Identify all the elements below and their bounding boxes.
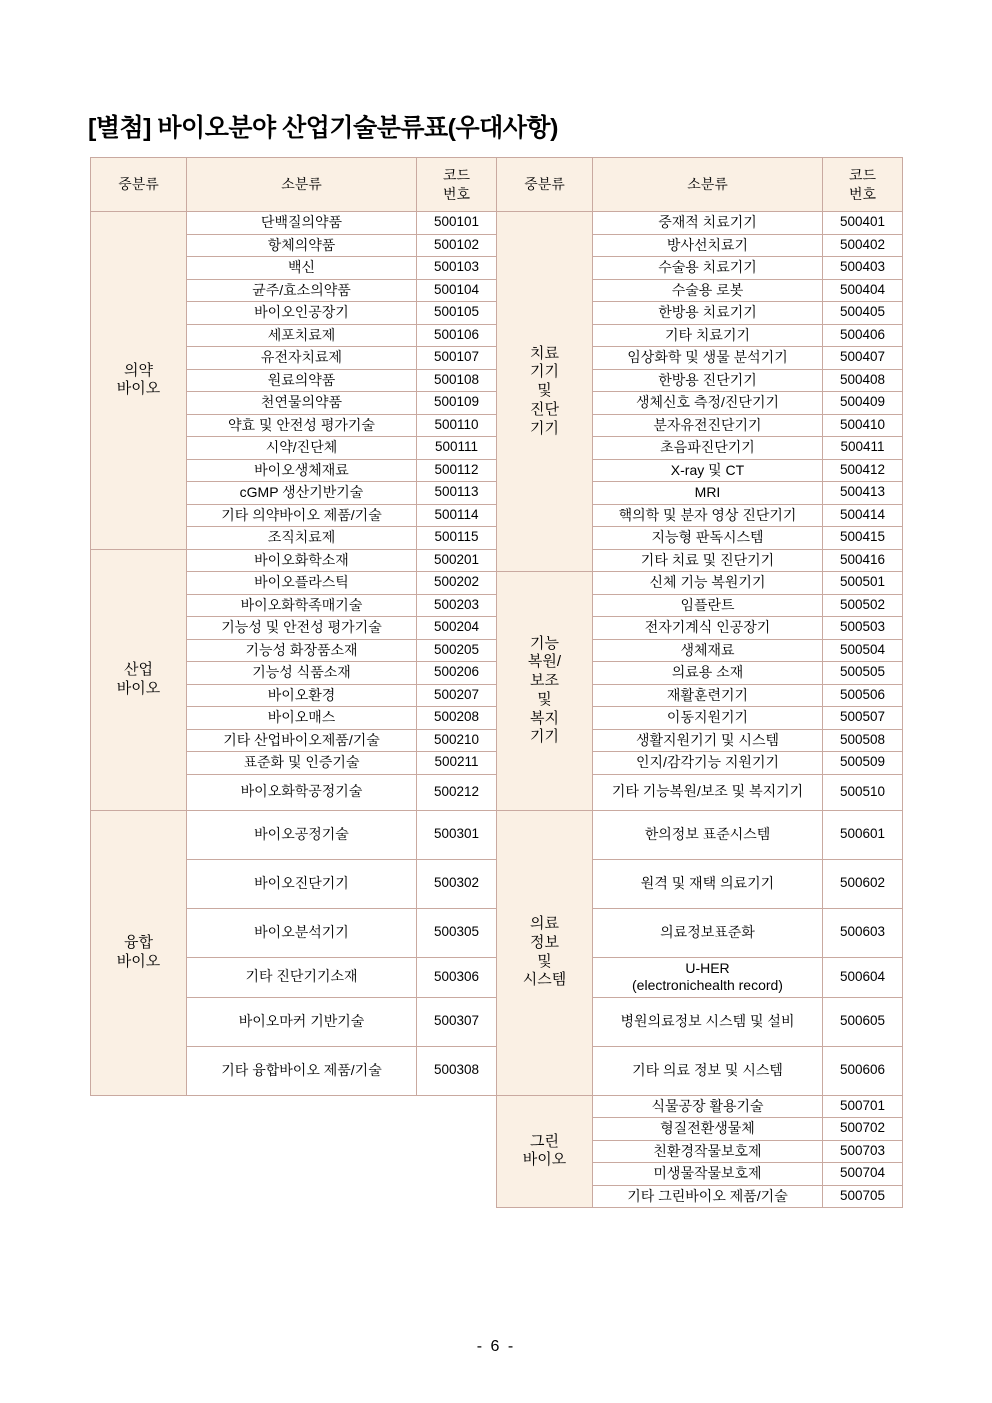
code-cell-left: 500103 [417, 257, 497, 280]
sub-category-cell-right: 형질전환생물체 [593, 1118, 823, 1141]
code-cell-left: 500308 [417, 1046, 497, 1095]
sub-category-cell-right: 핵의학 및 분자 영상 진단기기 [593, 504, 823, 527]
sub-category-cell-left: 천연물의약품 [187, 392, 417, 415]
code-cell-right: 500412 [823, 459, 903, 482]
sub-category-cell-left: 원료의약품 [187, 369, 417, 392]
bio-technology-classification-table [90, 157, 903, 1208]
header-code-left [417, 158, 497, 212]
code-cell-right: 500606 [823, 1046, 903, 1095]
code-cell-right: 500403 [823, 257, 903, 280]
table-row [91, 810, 903, 859]
table-header-row [91, 158, 903, 212]
sub-category-cell-right: 생활지원기기 및 시스템 [593, 729, 823, 752]
sub-category-cell-left: 바이오진단기기 [187, 859, 417, 908]
code-cell-right: 500508 [823, 729, 903, 752]
code-cell-right: 500402 [823, 234, 903, 257]
empty-cell [91, 1095, 497, 1118]
code-cell-left: 500301 [417, 810, 497, 859]
sub-category-cell-right: 임상화학 및 생물 분석기기 [593, 347, 823, 370]
header-code-line2: 번호 [442, 185, 471, 202]
sub-category-cell-right: 의료용 소재 [593, 662, 823, 685]
mid-category-cell-right: 기능 복원/ 보조 및 복지 기기 [497, 572, 593, 811]
sub-category-cell-left: 기타 의약바이오 제품/기술 [187, 504, 417, 527]
code-cell-right: 500416 [823, 549, 903, 572]
empty-cell [91, 1185, 497, 1208]
sub-category-cell-right: 생체재료 [593, 639, 823, 662]
sub-category-cell-left: 기능성 식품소재 [187, 662, 417, 685]
sub-category-cell-left: 백신 [187, 257, 417, 280]
table-body [91, 212, 903, 1208]
code-cell-right: 500601 [823, 810, 903, 859]
code-cell-right: 500602 [823, 859, 903, 908]
code-cell-right: 500505 [823, 662, 903, 685]
sub-category-cell-right: 식물공장 활용기술 [593, 1095, 823, 1118]
code-cell-left: 500204 [417, 617, 497, 640]
code-cell-right: 500506 [823, 684, 903, 707]
code-cell-right: 500405 [823, 302, 903, 325]
code-cell-left: 500105 [417, 302, 497, 325]
sub-category-cell-right: 수술용 치료기기 [593, 257, 823, 280]
code-cell-left: 500107 [417, 347, 497, 370]
code-cell-left: 500208 [417, 707, 497, 730]
code-cell-right: 500704 [823, 1163, 903, 1186]
sub-category-cell-right: 인지/감각기능 지원기기 [593, 752, 823, 775]
code-cell-right: 500408 [823, 369, 903, 392]
code-cell-left: 500211 [417, 752, 497, 775]
code-cell-right: 500401 [823, 212, 903, 235]
header-code-right [823, 158, 903, 212]
code-cell-left: 500110 [417, 414, 497, 437]
code-cell-left: 500306 [417, 957, 497, 997]
sub-category-cell-left: cGMP 생산기반기술 [187, 482, 417, 505]
code-cell-left: 500210 [417, 729, 497, 752]
sub-category-cell-right: 한의정보 표준시스템 [593, 810, 823, 859]
sub-category-cell-left: 바이오플라스틱 [187, 572, 417, 595]
sub-category-cell-left: 항체의약품 [187, 234, 417, 257]
mid-category-cell-right: 의료 정보 및 시스템 [497, 810, 593, 1095]
sub-category-cell-right: 기타 그린바이오 제품/기술 [593, 1185, 823, 1208]
sub-category-cell-right: U-HER (electronichealth record) [593, 957, 823, 997]
sub-category-cell-left: 바이오환경 [187, 684, 417, 707]
header-code-line1: 코드 [442, 166, 471, 183]
code-cell-left: 500307 [417, 997, 497, 1046]
mid-category-cell-left: 산업 바이오 [91, 549, 187, 810]
code-cell-left: 500104 [417, 279, 497, 302]
code-cell-left: 500102 [417, 234, 497, 257]
code-cell-left: 500205 [417, 639, 497, 662]
sub-category-cell-right: 기타 치료기기 [593, 324, 823, 347]
code-cell-right: 500407 [823, 347, 903, 370]
code-cell-right: 500509 [823, 752, 903, 775]
sub-category-cell-left: 바이오분석기기 [187, 908, 417, 957]
sub-category-cell-right: 중재적 치료기기 [593, 212, 823, 235]
sub-category-cell-left: 기타 융합바이오 제품/기술 [187, 1046, 417, 1095]
code-cell-left: 500108 [417, 369, 497, 392]
mid-category-cell-right: 그린 바이오 [497, 1095, 593, 1208]
code-cell-right: 500411 [823, 437, 903, 460]
page-number: - 6 - [476, 1338, 516, 1355]
code-cell-right: 500409 [823, 392, 903, 415]
code-cell-right: 500502 [823, 594, 903, 617]
code-cell-right: 500510 [823, 774, 903, 810]
code-cell-right: 500703 [823, 1140, 903, 1163]
empty-cell [91, 1140, 497, 1163]
header-code-line1: 코드 [848, 166, 877, 183]
code-cell-right: 500702 [823, 1118, 903, 1141]
page-title: [별첨] 바이오분야 산업기술분류표(우대사항) [88, 114, 558, 142]
sub-category-cell-left: 바이오생체재료 [187, 459, 417, 482]
code-cell-right: 500501 [823, 572, 903, 595]
header-mid-category-left: 중분류 [91, 158, 187, 212]
sub-category-cell-right: 기타 기능복원/보조 및 복지기기 [593, 774, 823, 810]
sub-category-cell-left: 바이오공정기술 [187, 810, 417, 859]
sub-category-cell-right: 초음파진단기기 [593, 437, 823, 460]
code-cell-left: 500207 [417, 684, 497, 707]
empty-cell [91, 1118, 497, 1141]
code-cell-left: 500206 [417, 662, 497, 685]
sub-category-cell-right: 친환경작물보호제 [593, 1140, 823, 1163]
code-cell-right: 500414 [823, 504, 903, 527]
sub-category-cell-right: 임플란트 [593, 594, 823, 617]
table-header [91, 158, 903, 212]
code-cell-left: 500202 [417, 572, 497, 595]
sub-category-cell-left: 기능성 및 안전성 평가기술 [187, 617, 417, 640]
table-row [91, 572, 903, 595]
sub-category-cell-left: 약효 및 안전성 평가기술 [187, 414, 417, 437]
sub-category-cell-right: X-ray 및 CT [593, 459, 823, 482]
code-cell-right: 500503 [823, 617, 903, 640]
code-cell-left: 500305 [417, 908, 497, 957]
sub-category-cell-right: MRI [593, 482, 823, 505]
code-cell-right: 500605 [823, 997, 903, 1046]
sub-category-cell-left: 단백질의약품 [187, 212, 417, 235]
code-cell-left: 500112 [417, 459, 497, 482]
code-cell-right: 500603 [823, 908, 903, 957]
code-cell-right: 500410 [823, 414, 903, 437]
sub-category-cell-left: 바이오인공장기 [187, 302, 417, 325]
code-cell-left: 500302 [417, 859, 497, 908]
code-cell-left: 500115 [417, 527, 497, 550]
code-cell-left: 500212 [417, 774, 497, 810]
sub-category-cell-left: 바이오매스 [187, 707, 417, 730]
mid-category-cell-left: 의약 바이오 [91, 212, 187, 550]
code-cell-right: 500413 [823, 482, 903, 505]
sub-category-cell-left: 균주/효소의약품 [187, 279, 417, 302]
sub-category-cell-right: 분자유전진단기기 [593, 414, 823, 437]
table-row [91, 1095, 903, 1118]
sub-category-cell-left: 기타 산업바이오제품/기술 [187, 729, 417, 752]
sub-category-cell-right: 신체 기능 복원기기 [593, 572, 823, 595]
mid-category-cell-right: 치료 기기 및 진단 기기 [497, 212, 593, 572]
code-cell-right: 500504 [823, 639, 903, 662]
sub-category-cell-right: 기타 치료 및 진단기기 [593, 549, 823, 572]
sub-category-cell-right: 기타 의료 정보 및 시스템 [593, 1046, 823, 1095]
sub-category-cell-left: 유전자치료제 [187, 347, 417, 370]
sub-category-cell-left: 기능성 화장품소재 [187, 639, 417, 662]
code-cell-left: 500109 [417, 392, 497, 415]
sub-category-cell-right: 전자기계식 인공장기 [593, 617, 823, 640]
code-cell-left: 500201 [417, 549, 497, 572]
sub-category-cell-left: 바이오화학소재 [187, 549, 417, 572]
code-cell-right: 500406 [823, 324, 903, 347]
sub-category-cell-left: 바이오화학족매기술 [187, 594, 417, 617]
mid-category-cell-left: 융합 바이오 [91, 810, 187, 1095]
code-cell-left: 500101 [417, 212, 497, 235]
code-cell-right: 500705 [823, 1185, 903, 1208]
sub-category-cell-left: 표준화 및 인증기술 [187, 752, 417, 775]
sub-category-cell-right: 이동지원기기 [593, 707, 823, 730]
table-row [91, 212, 903, 235]
header-sub-category-left: 소분류 [187, 158, 417, 212]
code-cell-left: 500113 [417, 482, 497, 505]
code-cell-right: 500415 [823, 527, 903, 550]
sub-category-cell-left: 기타 진단기기소재 [187, 957, 417, 997]
sub-category-cell-right: 지능형 판독시스템 [593, 527, 823, 550]
sub-category-cell-right: 수술용 로봇 [593, 279, 823, 302]
code-cell-left: 500111 [417, 437, 497, 460]
sub-category-cell-right: 방사선치료기 [593, 234, 823, 257]
code-cell-right: 500604 [823, 957, 903, 997]
code-cell-left: 500106 [417, 324, 497, 347]
sub-category-cell-right: 미생물작물보호제 [593, 1163, 823, 1186]
empty-cell [91, 1163, 497, 1186]
code-cell-left: 500114 [417, 504, 497, 527]
code-cell-right: 500701 [823, 1095, 903, 1118]
header-mid-category-right: 중분류 [497, 158, 593, 212]
sub-category-cell-right: 병원의료정보 시스템 및 설비 [593, 997, 823, 1046]
code-cell-right: 500507 [823, 707, 903, 730]
sub-category-cell-left: 세포치료제 [187, 324, 417, 347]
sub-category-cell-right: 의료정보표준화 [593, 908, 823, 957]
header-code-line2: 번호 [848, 185, 877, 202]
sub-category-cell-right: 재활훈련기기 [593, 684, 823, 707]
sub-category-cell-left: 시약/진단체 [187, 437, 417, 460]
sub-category-cell-right: 원격 및 재택 의료기기 [593, 859, 823, 908]
sub-category-cell-left: 바이오마커 기반기술 [187, 997, 417, 1046]
sub-category-cell-right: 생체신호 측정/진단기기 [593, 392, 823, 415]
code-cell-left: 500203 [417, 594, 497, 617]
sub-category-cell-left: 조직치료제 [187, 527, 417, 550]
sub-category-cell-right: 한방용 치료기기 [593, 302, 823, 325]
code-cell-right: 500404 [823, 279, 903, 302]
sub-category-cell-right: 한방용 진단기기 [593, 369, 823, 392]
header-sub-category-right: 소분류 [593, 158, 823, 212]
sub-category-cell-left: 바이오화학공정기술 [187, 774, 417, 810]
